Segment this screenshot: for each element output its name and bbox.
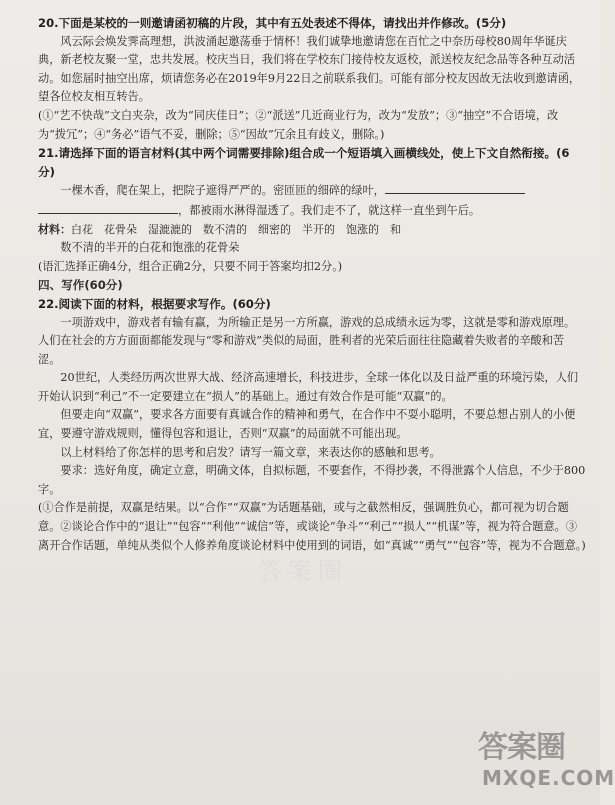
q22-para3: 但要走向“双赢”，要求各方面要有真诚合作的精神和勇气，在合作中不耍小聪明，不要总想占别人的小便宜，要遵守游戏规则，懂得包容和退让，否则“双赢”的局面就不可能出现。	[38, 408, 576, 441]
q22-title: 22.阅读下面的材料，根据要求写作。(60分)	[38, 296, 271, 311]
page-content	[38, 14, 586, 555]
q21-title: 21.请选择下面的语言材料(其中两个词需要排除)组合成一个短语填入画横线处，使上下文自然衔接。(6分)	[38, 146, 570, 179]
logo-text: 答案圈	[478, 730, 565, 765]
answer-blank-2	[38, 201, 178, 214]
answer-blank	[385, 181, 525, 194]
q21-answer: 数不清的半开的白花和饱涨的花骨朵	[60, 241, 240, 255]
q22-para2: 20世纪，人类经历两次世界大战、经济高速增长，科技进步，全球一体化以及日益严重的环境污染，人们开始认识到“利己”不一定要建立在“损人”的基础上。通过有效合作是可能“双赢”的。	[38, 371, 579, 403]
q22-hint: (①合作是前提，双赢是结果。以“合作”“双赢”为话题基础，或与之截然相反，强调胜负心，都可视为切合题意。②谈论合作中的“退让”“包容”“利他”“诚信”等，或谈论“争斗”“利己”“损人”“机谋”等，视为符合题意。③离开合作话题，单纯从类似个人修养角度谈论材料中使用到的词语，如“真诚”“勇气”“包容”等，视为不合题意。)	[38, 501, 586, 552]
q20-body: 风云际会焕发霁高理想，洪波涌起邀荡垂于情杯！我们诚挚地邀请您在百忙之中奈历母校80周年华诞庆典，新老校友聚一堂，忠共发展。校庆当日，我们将在学校东门接侍校友返校，派送校友纪念品等各种互动活动。如您届时抽空出席，烦请您务必在2019年9月22日之前联系我们。可能有部分校友因故无法收到邀请函，望各位校友相互转告。	[38, 34, 581, 104]
section-writing: 四、写作(60分)	[38, 278, 123, 293]
q20-answer: (①“艺不快哉”文白夹杂，改为“同庆佳日”；②“派送”几近商业行为，改为“发放”；③“抽空”不合语境，改为“拨冗”；④“务必”语气不妥，删除；⑤“因故”冗余且有歧义，删除。)	[38, 108, 559, 141]
logo-url: MXQE.COM	[482, 766, 615, 790]
q20-title: 20.下面是某校的一则邀请函初稿的片段，其中有五处表述不得体，请找出并作修改。(5分)	[38, 16, 507, 30]
q21-line1: 一棵木香，爬在架上，把院子遮得严严的。密匝匝的细碎的绿叶，	[38, 181, 586, 201]
site-logo	[478, 722, 615, 800]
q22-para1: 一项游戏中，游戏者有输有赢，为所输正是另一方所赢，游戏的总成绩永远为零，这就是零和游戏原理。人们在社会的方方面面都能发现与“零和游戏”类似的局面，胜利者的光荣后面往往隐藏着失败者的辛酸和苦涩。	[38, 315, 576, 366]
q21-score-note: (语汇选择正确4分，组合正确2分，只要不同于答案均扣2分。)	[38, 259, 343, 273]
q22-para4: 以上材料给了你怎样的思考和启发？请写一篇文章，来表达你的感触和思考。	[60, 445, 441, 459]
faint-watermark: 答案圈	[258, 557, 348, 585]
q21-line2: ，都被雨水淋得湿透了。我们走不了，就这样一直坐到午后。	[38, 201, 586, 221]
q21-materials: 材料：白花 花骨朵 湿漉漉的 数不清的 细密的 半开的 饱涨的 和	[38, 222, 401, 236]
q22-requirements: 要求：选好角度，确定立意，明确文体，自拟标题，不要套作，不得抄袭，不得泄露个人信息，不少于800字。	[38, 464, 586, 496]
